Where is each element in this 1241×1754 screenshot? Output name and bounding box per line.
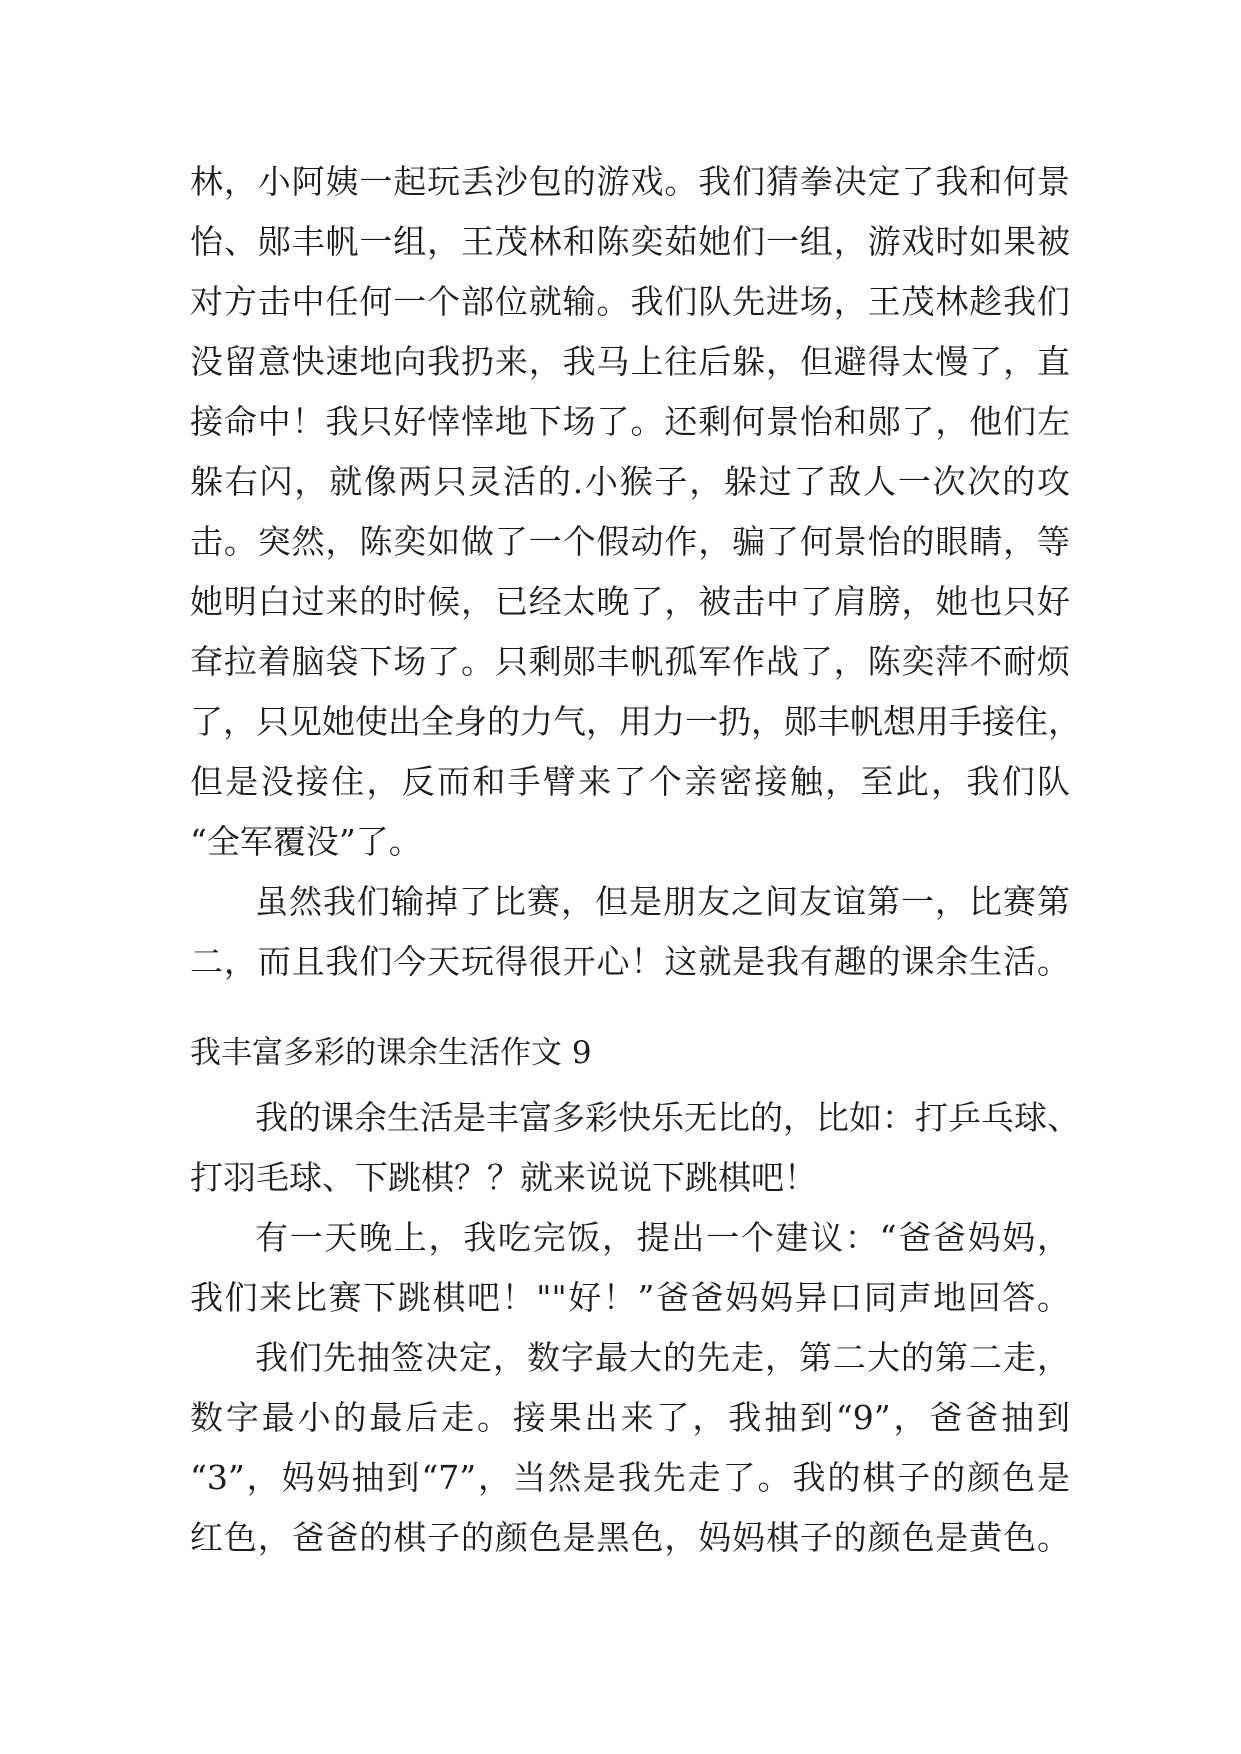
paragraph-line: 虽然我们输掉了比赛，但是朋友之间友谊第一，比赛第: [255, 882, 1070, 921]
paragraph-line: 我们来比赛下跳棋吧！""好！”爸爸妈妈异口同声地回答。: [190, 1278, 1070, 1317]
paragraph-line: 二，而且我们今天玩得很开心！这就是我有趣的课余生活。: [190, 942, 1070, 981]
paragraph-line: 了，只见她使出全身的力气，用力一扔，郧丰帆想用手接住，: [190, 702, 1081, 741]
paragraph-line: 但是没接住，反而和手臂来了个亲密接触，至此，我们队: [190, 762, 1070, 801]
paragraph-line: 打羽毛球、下跳棋？？就来说说下跳棋吧！: [190, 1158, 817, 1197]
paragraph-line: 数字最小的最后走。接果出来了，我抽到“9”，爸爸抽到: [190, 1398, 1070, 1437]
section-title: 我丰富多彩的课余生活作文 9: [190, 1035, 592, 1071]
paragraph-line: 怡、郧丰帆一组，王茂林和陈奕茹她们一组，游戏时如果被: [190, 222, 1070, 261]
paragraph-line: 没留意快速地向我扔来，我马上往后躲，但避得太慢了，直: [190, 342, 1070, 381]
paragraph-line: 击。突然，陈奕如做了一个假动作，骗了何景怡的眼睛，等: [190, 522, 1070, 561]
paragraph-line: 接命中！我只好悻悻地下场了。还剩何景怡和郧了，他们左: [190, 402, 1070, 441]
paragraph-line: 林，小阿姨一起玩丢沙包的游戏。我们猜拳决定了我和何景: [190, 162, 1070, 201]
paragraph-line: “3”，妈妈抽到“7”，当然是我先走了。我的棋子的颜色是: [190, 1458, 1070, 1497]
paragraph-line: 对方击中任何一个部位就输。我们队先进场，王茂林趁我们: [190, 282, 1070, 321]
paragraph-line: 躲右闪，就像两只灵活的.小猴子，躲过了敌人一次次的攻: [190, 462, 1070, 501]
paragraph-line: 我们先抽签决定，数字最大的先走，第二大的第二走，: [255, 1338, 1070, 1377]
paragraph-line: 耷拉着脑袋下场了。只剩郧丰帆孤军作战了，陈奕萍不耐烦: [190, 642, 1070, 681]
paragraph-line: 我的课余生活是丰富多彩快乐无比的，比如：打乒乓球、: [255, 1098, 1080, 1137]
paragraph-line: 有一天晚上，我吃完饭，提出一个建议：“爸爸妈妈，: [255, 1218, 1070, 1257]
paragraph-line: 她明白过来的时候，已经太晚了，被击中了肩膀，她也只好: [190, 582, 1070, 621]
paragraph-line: “全军覆没”了。: [190, 822, 422, 861]
paragraph-line: 红色，爸爸的棋子的颜色是黑色，妈妈棋子的颜色是黄色。: [190, 1518, 1070, 1557]
